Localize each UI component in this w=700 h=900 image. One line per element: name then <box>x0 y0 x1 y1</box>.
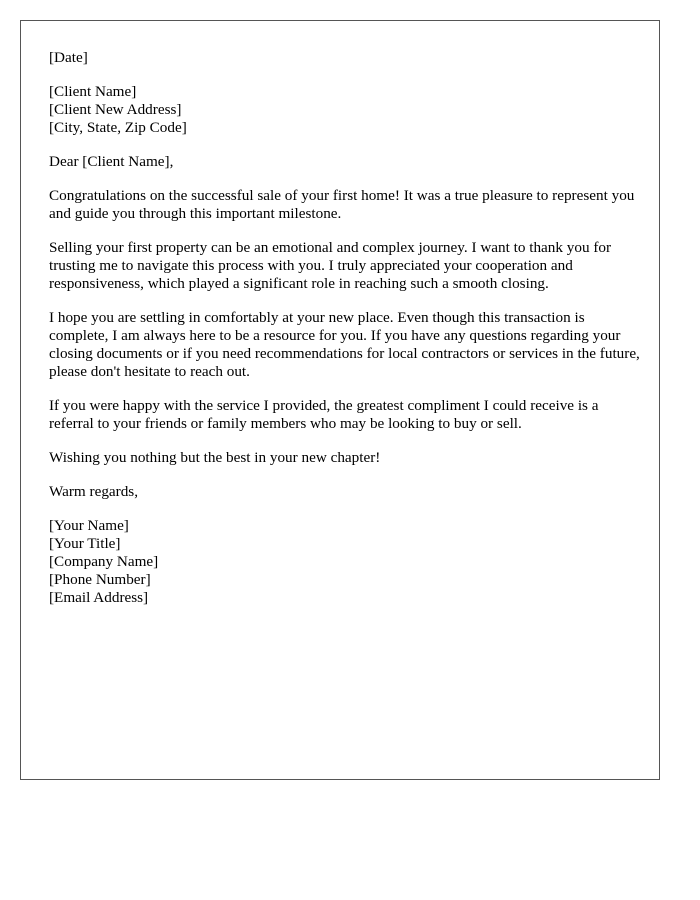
closing-block <box>49 483 645 501</box>
paragraph-referral: If you were happy with the service I provided, the greatest compliment I could receive is a referral to your friends or family members who may be looking to buy or sell. <box>49 397 599 432</box>
letter-body <box>49 49 645 623</box>
signature-phone: [Phone Number] <box>49 571 151 588</box>
letter-page <box>20 20 660 780</box>
signature-title: [Your Title] <box>49 535 121 552</box>
recipient-name: [Client Name] <box>49 83 137 100</box>
paragraph-thanks: Selling your first property can be an emotional and complex journey. I want to thank you for trusting me to navigate this process with you. I truly appreciated your cooperation and responsiveness, which played a significant role in reaching such a smooth closing. <box>49 239 612 292</box>
closing: Warm regards, <box>49 483 139 500</box>
recipient-city-state-zip: [City, State, Zip Code] <box>49 119 187 136</box>
letter-date: [Date] <box>49 49 88 66</box>
recipient-address: [Client New Address] <box>49 101 182 118</box>
signature-name: [Your Name] <box>49 517 129 534</box>
paragraph-congratulations: Congratulations on the successful sale of your first home! It was a true pleasure to represent you and guide you through this important milestone. <box>49 187 635 222</box>
salutation-block <box>49 153 645 171</box>
signature-email: [Email Address] <box>49 589 149 606</box>
salutation: Dear [Client Name], <box>49 153 174 170</box>
date-block <box>49 49 645 67</box>
signature-block <box>49 517 645 607</box>
paragraph-wishes: Wishing you nothing but the best in your new chapter! <box>49 449 381 466</box>
paragraph-resource: I hope you are settling in comfortably at your new place. Even though this transaction is complete, I am always here to be a resource for you. If you have any questions regarding your closing documents or if you need recommendations for local contractors or services in the future, please don't hesitate to reach out. <box>49 309 640 380</box>
signature-company: [Company Name] <box>49 553 159 570</box>
recipient-address-block <box>49 83 645 137</box>
